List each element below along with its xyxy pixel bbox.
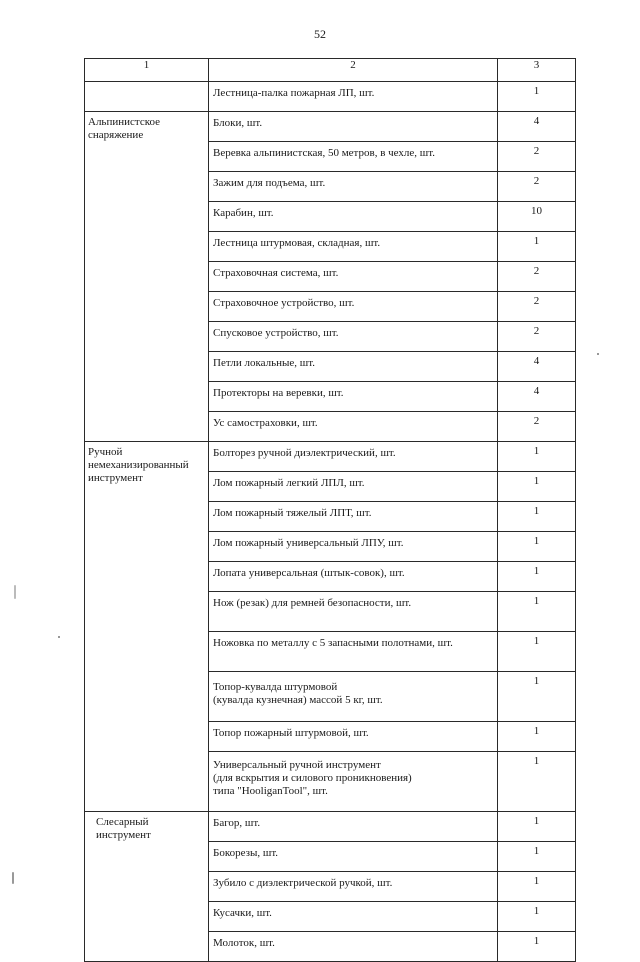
item-name: Лом пожарный легкий ЛПЛ, шт. xyxy=(209,472,498,502)
item-quantity: 2 xyxy=(498,172,576,202)
header-col-3: 3 xyxy=(498,59,576,82)
table-row xyxy=(85,112,576,142)
item-quantity: 2 xyxy=(498,142,576,172)
header-col-2: 2 xyxy=(209,59,498,82)
item-name: Зажим для подъема, шт. xyxy=(209,172,498,202)
item-name: Багор, шт. xyxy=(209,812,498,842)
item-name: Кусачки, шт. xyxy=(209,902,498,932)
scan-speck xyxy=(12,872,14,884)
item-quantity: 1 xyxy=(498,472,576,502)
table-header-row xyxy=(85,59,576,82)
item-name: Молоток, шт. xyxy=(209,932,498,962)
scan-speck xyxy=(14,585,16,599)
item-name: Бокорезы, шт. xyxy=(209,842,498,872)
item-quantity: 10 xyxy=(498,202,576,232)
category-cell-empty xyxy=(85,82,209,112)
item-name: Топор-кувалда штурмовой (кувалда кузнечная) массой 5 кг, шт. xyxy=(209,672,498,722)
item-quantity: 1 xyxy=(498,232,576,262)
item-quantity: 4 xyxy=(498,112,576,142)
item-quantity: 1 xyxy=(498,722,576,752)
item-quantity: 2 xyxy=(498,322,576,352)
item-name: Зубило с диэлектрической ручкой, шт. xyxy=(209,872,498,902)
item-name: Протекторы на веревки, шт. xyxy=(209,382,498,412)
item-name: Веревка альпинистская, 50 метров, в чехле, шт. xyxy=(209,142,498,172)
equipment-table xyxy=(84,58,576,962)
item-name: Лом пожарный универсальный ЛПУ, шт. xyxy=(209,532,498,562)
item-quantity: 1 xyxy=(498,532,576,562)
page-number: 52 xyxy=(314,27,326,41)
category-hand-tools: Ручной немеханизированный инструмент xyxy=(85,442,209,812)
scan-speck xyxy=(597,353,599,355)
item-name: Петли локальные, шт. xyxy=(209,352,498,382)
item-name: Лестница-палка пожарная ЛП, шт. xyxy=(209,82,498,112)
item-quantity: 4 xyxy=(498,352,576,382)
item-quantity: 2 xyxy=(498,292,576,322)
table-row xyxy=(85,82,576,112)
item-quantity: 2 xyxy=(498,412,576,442)
item-quantity: 1 xyxy=(498,752,576,812)
item-name: Спусковое устройство, шт. xyxy=(209,322,498,352)
item-name: Страховочная система, шт. xyxy=(209,262,498,292)
scan-speck xyxy=(58,636,60,638)
item-quantity: 1 xyxy=(498,812,576,842)
item-quantity: 1 xyxy=(498,82,576,112)
item-name: Топор пожарный штурмовой, шт. xyxy=(209,722,498,752)
item-quantity: 1 xyxy=(498,632,576,672)
item-name: Нож (резак) для ремней безопасности, шт. xyxy=(209,592,498,632)
item-name: Блоки, шт. xyxy=(209,112,498,142)
item-quantity: 4 xyxy=(498,382,576,412)
header-col-1: 1 xyxy=(85,59,209,82)
item-name: Карабин, шт. xyxy=(209,202,498,232)
item-quantity: 1 xyxy=(498,842,576,872)
item-quantity: 1 xyxy=(498,672,576,722)
item-quantity: 1 xyxy=(498,872,576,902)
item-quantity: 2 xyxy=(498,262,576,292)
category-locksmith-tools: Слесарный инструмент xyxy=(85,812,209,962)
item-quantity: 1 xyxy=(498,562,576,592)
item-quantity: 1 xyxy=(498,442,576,472)
item-name: Универсальный ручной инструмент (для вскрытия и силового проникновения) типа "HooliganTool", шт. xyxy=(209,752,498,812)
item-name: Лом пожарный тяжелый ЛПТ, шт. xyxy=(209,502,498,532)
category-climbing-equipment: Альпинистское снаряжение xyxy=(85,112,209,442)
item-name: Лестница штурмовая, складная, шт. xyxy=(209,232,498,262)
item-name: Страховочное устройство, шт. xyxy=(209,292,498,322)
item-quantity: 1 xyxy=(498,932,576,962)
item-name: Ус самостраховки, шт. xyxy=(209,412,498,442)
table-row xyxy=(85,812,576,842)
item-name: Лопата универсальная (штык-совок), шт. xyxy=(209,562,498,592)
item-quantity: 1 xyxy=(498,592,576,632)
item-quantity: 1 xyxy=(498,902,576,932)
table-row xyxy=(85,442,576,472)
item-name: Болторез ручной диэлектрический, шт. xyxy=(209,442,498,472)
item-name: Ножовка по металлу с 5 запасными полотнами, шт. xyxy=(209,632,498,672)
item-quantity: 1 xyxy=(498,502,576,532)
